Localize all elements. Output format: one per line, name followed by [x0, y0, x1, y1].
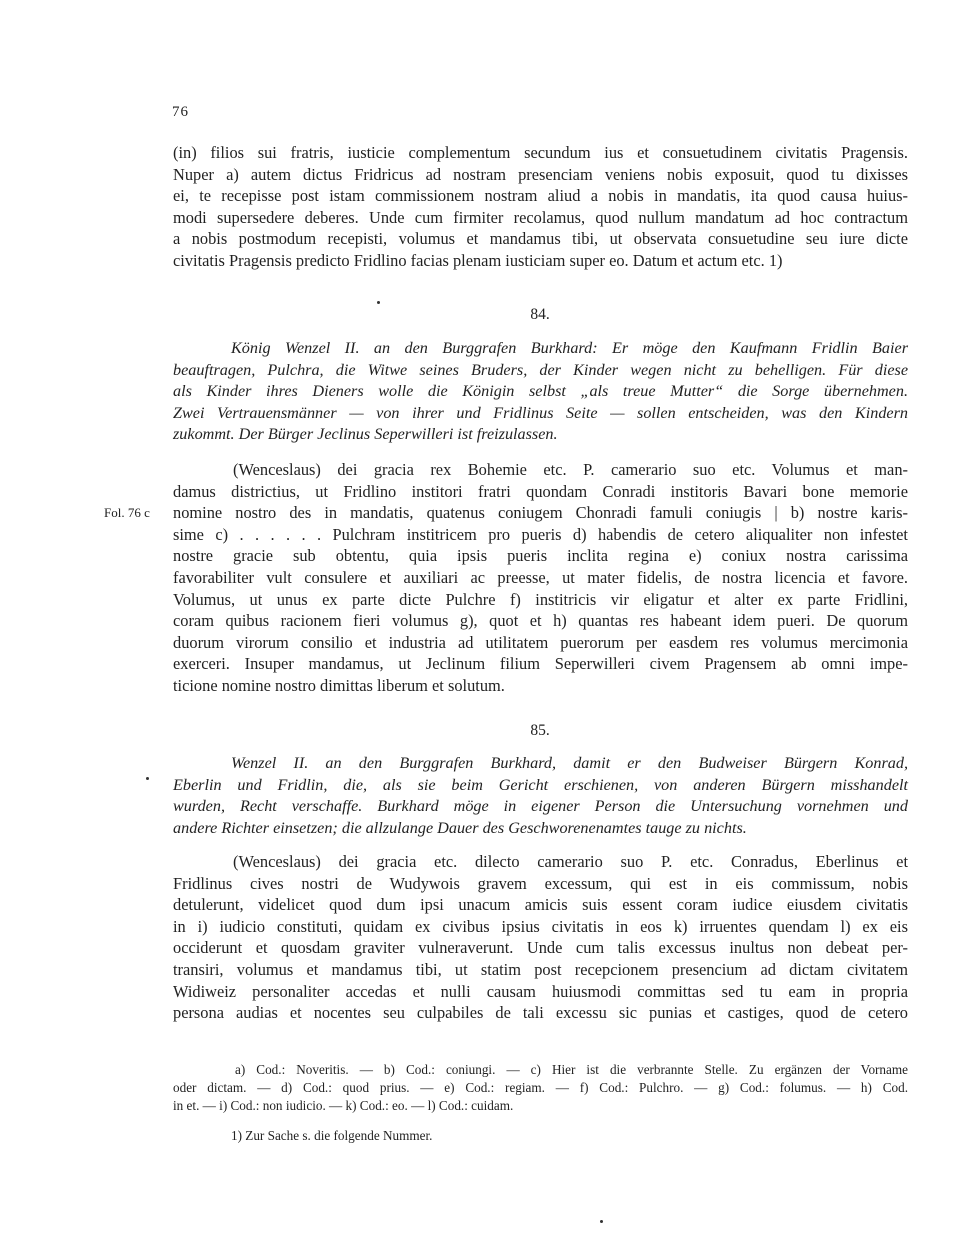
footnote-line: a) Cod.: Noveritis. — b) Cod.: coniungi. — c) Hier ist die verbrannte Stelle. Zu ergänzen der Vorname — [235, 1062, 908, 1077]
text-line: detulerunt, videlicet quod dum ipsi unacum amicis suis essent coram iudice eiusdem civitatis — [173, 895, 908, 915]
doc83-text — [173, 142, 908, 272]
text-line: persona audias et nocentes seu culpabiles de tali excessu sic punias et castiges, quod de cetero — [173, 1003, 908, 1023]
text-line: damus districtius, ut Fridlino institori fratri quondam Conradi institoris Bavari bone memorie — [173, 481, 908, 501]
regest-line: wurden, Recht verschaffe. Burkhard möge in eigener Person die Untersuchung vornehmen und — [173, 797, 908, 816]
text-line: nomine nostro des in mandatis, quatenus coniugem Chonradi famuli coniugis | b) nostre karis- — [173, 503, 908, 523]
text-line: coram quibus racionem fieri volumus g), quot et h) quantas res habeant idem pueri. De quorum — [173, 611, 908, 631]
scan-speck — [377, 301, 380, 304]
scan-speck — [146, 777, 149, 780]
footnote-line: in et. — i) Cod.: non iudicio. — k) Cod.: eo. — l) Cod.: cuidam. — [173, 1098, 514, 1113]
text-line: (in) filios sui fratris, iusticie complementum secundum ius et consuetudinem civitatis Pragensis. — [173, 143, 908, 162]
regest-line: König Wenzel II. an den Burggrafen Burkhard: Er möge den Kaufmann Fridlin Baier — [231, 339, 908, 357]
scan-speck — [600, 1220, 603, 1223]
text-line: Nuper a) autem dictus Fridricus ad nostram presenciam veniens nobis exposuit, quod tu dixisses — [173, 164, 908, 184]
text-line: Volumus, ut unus ex parte dicte Pulchre f) institricis vir eligatur et alter ex parte Fridlini, — [173, 589, 908, 609]
text-line: duorum virorum consilio et industria ad utilitatem puerorum per easdem res volumus mercimonia — [173, 632, 908, 652]
text-line: favorabiliter vult consulere et auxiliari ac preesse, ut mater fidelis, de nostra licencia et favore. — [173, 567, 908, 587]
text-line: transiri, volumus et mandamus tibi, ut statim post recepcionem presencium ad dictam civitatem — [173, 959, 908, 979]
footnote-line: oder dictam. — d) Cod.: quod prius. — e) Cod.: regiam. — f) Cod.: Pulchro. — g) Cod.: folumus. — h) Cod. — [173, 1080, 908, 1095]
regest-line: zukommt. Der Bürger Jeclinus Seperwilleri ist freizulassen. — [173, 425, 558, 444]
regest-line: beauftragen, Pulchra, die Witwe seines Bruders, der Kinder wegen nicht zu behelligen. Für diese — [173, 360, 908, 379]
text-line: in i) iudicio constituti, quidam ex civibus ipsius civitatis in eos k) irruentes quendam l) ex eis — [173, 916, 908, 936]
text-line: modi supersedere deberes. Unde cum firmiter recolamus, quod nullum mandatum ad hoc contractum — [173, 207, 908, 227]
doc-85-text — [173, 851, 908, 1024]
text-line: Fridlinus cives nostri de Wudywois gravem excessum, qui est in eis commissum, nobis — [173, 873, 908, 893]
text-line: ticione nomine nostro dimittas liberum et solutum. — [173, 675, 505, 695]
regest-line: als Kinder ihres Dieners wolle die Königin selbst „als treue Mutter“ die Sorge übernehmen. — [173, 382, 908, 401]
doc-85-number: 85. — [530, 722, 550, 739]
text-line: civitatis Pragensis predicto Fridlino facias plenam iusticiam super eo. Datum et actum etc. 1) — [173, 250, 783, 270]
text-line: nostre gracie sub obtentu, quia ipsis pueris inclita regina e) coniux nostra carissima — [173, 546, 908, 566]
text-line: ei, te recepisse post istam commissionem nostram aliud a nobis in mandatis, ita quod causa huius- — [173, 186, 908, 206]
text-line: a nobis postmodum recepisti, volumus et mandamus tibi, ut observata consuetudine seu iure dicte — [173, 229, 908, 249]
margin-note-folio: Fol. 76 c — [104, 505, 150, 520]
regest-line: Zwei Vertrauensmänner — von ihrer und Fridlinus Seite — sollen entscheiden, was den Kindern — [173, 403, 908, 422]
text-line: (Wenceslaus) dei gracia etc. dilecto camerario suo P. etc. Conradus, Eberlinus et — [233, 852, 908, 871]
text-line: Widiweiz personaliter accedas et nulli causam huiusmodi committas sed tu eam in propria — [173, 981, 908, 1001]
page-number: 76 — [172, 104, 189, 120]
doc-84-number: 84. — [530, 306, 550, 323]
text-line: occiderunt et quosdam graviter vulneraverunt. Unde cum talis excessus inultus non debeat per- — [173, 938, 908, 958]
reference-footnote: 1) Zur Sache s. die folgende Nummer. — [231, 1128, 433, 1143]
regest-line: Wenzel II. an den Burggrafen Burkhard, damit er den Budweiser Bürgern Konrad, — [231, 754, 908, 772]
doc-84-regest — [173, 338, 908, 446]
doc-84-text — [173, 459, 908, 697]
text-line: (Wenceslaus) dei gracia rex Bohemie etc. P. camerario suo etc. Volumus et man- — [233, 460, 908, 479]
text-line: sime c) . . . . . . Pulchram institricem pro pueris d) habendis de cetero aliqualiter non infestet — [173, 524, 908, 544]
text-line: exerceri. Insuper mandamus, ut Jeclinum filium Seperwilleri civem Pragensem ab omni impe- — [173, 654, 908, 674]
footnotes — [173, 1061, 908, 1115]
doc-85-regest — [173, 753, 908, 839]
regest-line: andere Richter einsetzen; die allzulange Dauer des Geschworenenamtes tauge zu nichts. — [173, 818, 747, 837]
regest-line: Eberlin und Fridlin, die, als sie beim Gericht erschienen, von anderen Bürgern misshandelt — [173, 775, 908, 794]
